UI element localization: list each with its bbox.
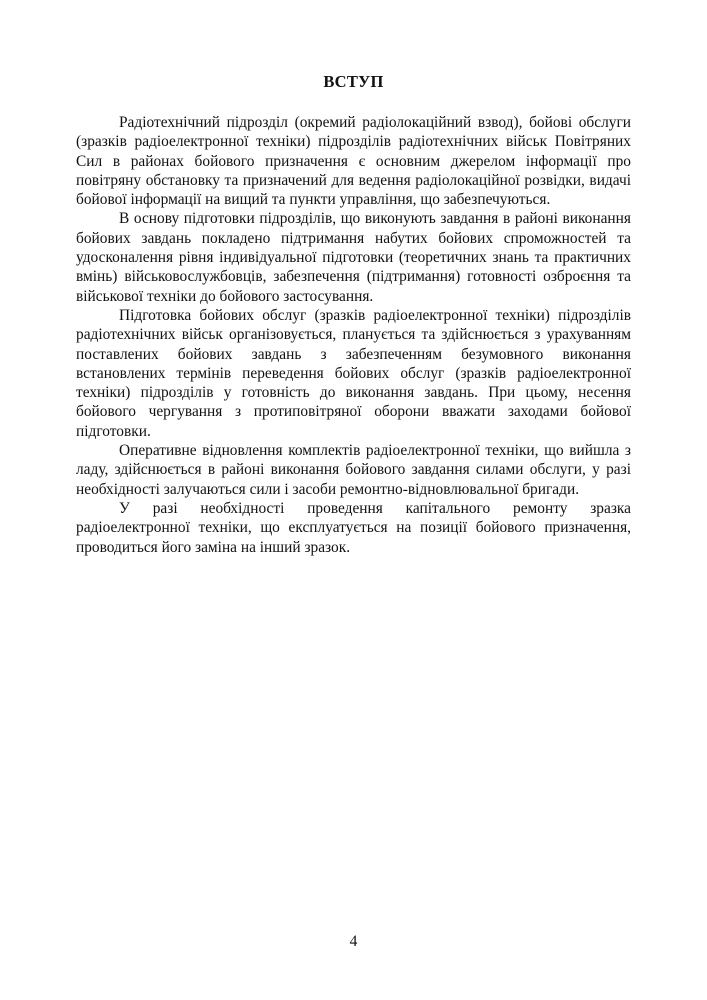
page-number: 4 xyxy=(349,933,358,950)
body-text xyxy=(76,113,631,557)
paragraph: Підготовка бойових обслуг (зразків радіоелектронної техніки) підрозділів радіотехнічних військ організовується, планується та здійснюється з урахуванням поставлених бойових завдань з забезпеченням безумовного виконання встановлених термінів переведення бойових обслуг (зразків радіоелектронної техніки) підрозділів у готовність до виконання завдань. При цьому, несення бойового чергування з протиповітряної оборони вважати заходами бойової підготовки. xyxy=(76,306,631,440)
paragraph: Оперативне відновлення комплектів радіоелектронної техніки, що вийшла з ладу, здійснюється в районі виконання бойового завдання силами обслуги, у разі необхідності залучаються сили і засоби ремонтно-відновлювальної бригади. xyxy=(76,442,631,498)
paragraph: В основу підготовки підрозділів, що виконують завдання в районі виконання бойових завдань покладено підтримання набутих бойових спроможностей та удосконалення рівня індивідуальної підготовки (теоретичних знань та практичних вмінь) військовослужбовців, забезпечення (підтримання) готовності озброєння та військової техніки до бойового застосування. xyxy=(76,210,631,305)
paragraph: У разі необхідності проведення капітального ремонту зразка радіоелектронної техніки, що експлуатується на позиції бойового призначення, проводиться його заміна на інший зразок. xyxy=(76,499,631,556)
paragraph: Радіотехнічний підрозділ (окремий радіолокаційний взвод), бойові обслуги (зразків радіоелектронної техніки) підрозділів радіотехнічних військ Повітряних Сил в районах бойового призначення є основним джерелом інформації про повітряну обстановку та призначений для ведення радіолокаційної розвідки, видачі бойової інформації на вищий та пункти управління, що забезпечуються. xyxy=(76,114,631,209)
section-heading: ВСТУП xyxy=(323,72,384,91)
